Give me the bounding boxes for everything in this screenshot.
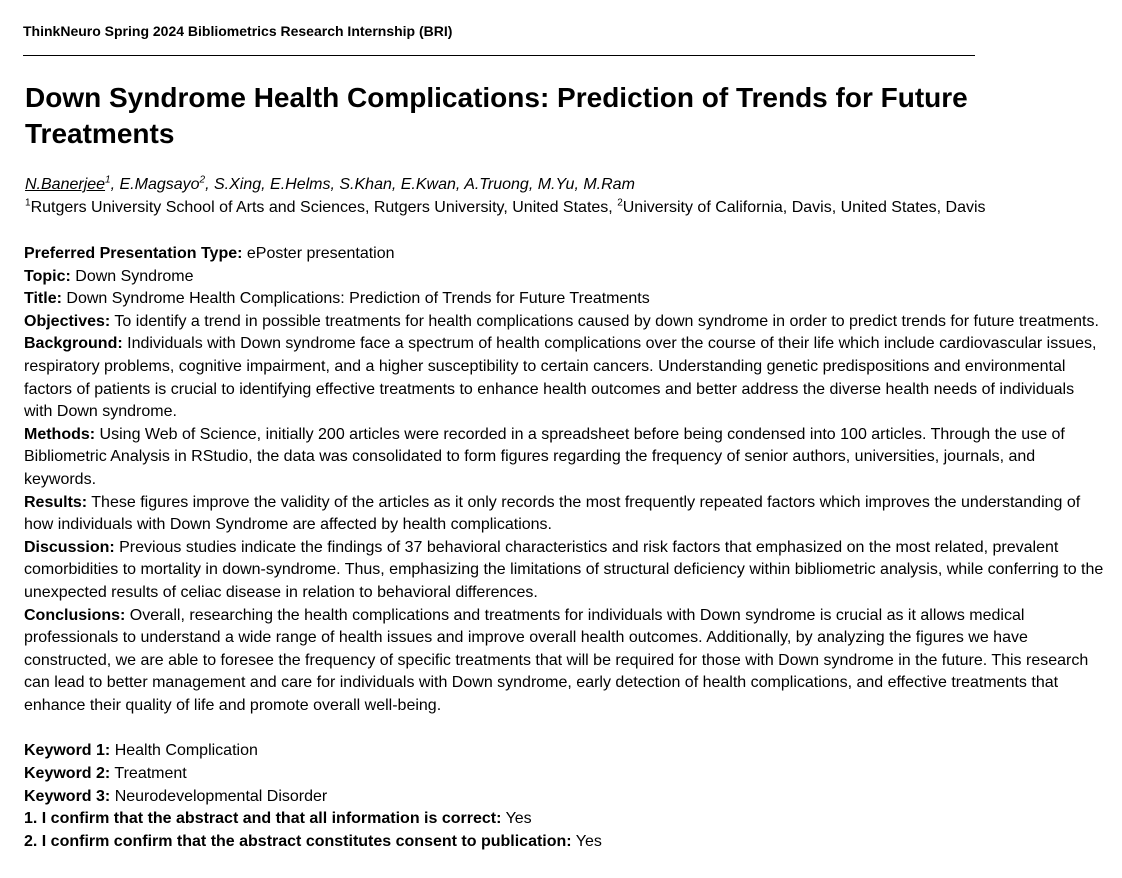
keyword-1	[24, 740, 1104, 763]
header-divider	[23, 55, 975, 56]
field-label: 2. I confirm confirm that the abstract constitutes consent to publication:	[24, 832, 572, 850]
field-value: Down Syndrome	[70, 267, 194, 285]
field-conclusions	[24, 605, 1104, 718]
field-label: Topic:	[24, 267, 71, 285]
field-methods	[24, 424, 1104, 492]
first-author: N.Banerjee	[25, 176, 106, 193]
field-label: Discussion:	[24, 538, 115, 556]
field-presentation-type	[24, 243, 1104, 266]
field-label: Keyword 1:	[24, 742, 111, 760]
field-value: Yes	[501, 810, 532, 828]
remaining-authors: , S.Xing, E.Helms, S.Khan, E.Kwan, A.Truong, M.Yu, M.Ram	[205, 176, 635, 193]
field-label: Objectives:	[24, 312, 111, 330]
field-title	[24, 288, 1104, 311]
field-label: Keyword 3:	[24, 787, 111, 805]
abstract-body	[24, 243, 1104, 853]
affiliation-1: Rutgers University School of Arts and Sciences, Rutgers University, United States,	[30, 199, 618, 216]
affiliations	[25, 199, 986, 217]
section-spacer	[24, 717, 1104, 740]
field-background	[24, 333, 1104, 423]
confirmation-correct	[24, 808, 1104, 831]
field-value: Using Web of Science, initially 200 articles were recorded in a spreadsheet before being condensed into 100 articles. Through the use of Bibliometric Analysis in RStudio, the data was consolidated to form figures regarding the frequency of senior authors, universities, journals, and keywords.	[24, 425, 1065, 488]
keyword-3	[24, 786, 1104, 809]
author-affiliation-marker: 2	[199, 174, 206, 186]
field-value: Individuals with Down syndrome face a spectrum of health complications over the course of their life which include cardiovascular issues, respiratory problems, cognitive impairment, and a higher susceptibility to certain cancers. Understanding genetic predispositions and environmental factors of patients is crucial to identifying effective treatments to enhance health outcomes and better address the diverse health needs of individuals with Down syndrome.	[24, 335, 1097, 421]
field-label: Conclusions:	[24, 606, 126, 624]
affiliation-marker: 1	[25, 197, 31, 209]
field-value: To identify a trend in possible treatments for health complications caused by down syndrome in order to predict trends for future treatments.	[110, 312, 1099, 330]
field-label: Keyword 2:	[24, 765, 111, 783]
field-label: Preferred Presentation Type:	[24, 245, 243, 262]
affiliation-2: University of California, Davis, United States, Davis	[622, 199, 986, 216]
field-value: Overall, researching the health complications and treatments for individuals with Down syndrome is crucial as it allows medical professionals to understand a wide range of health issues and improve overall health outcomes. Additionally, by analyzing the figures we have constructed, we are able to foresee the frequency of specific treatments that will be required for those with Down syndrome in the future. This research can lead to better management and care for individuals with Down syndrome, early detection of health complications, and effective treatments that enhance their quality of life and promote overall well-being.	[24, 606, 1089, 714]
field-value: Treatment	[110, 765, 187, 783]
field-label: Results:	[24, 493, 88, 511]
author-affiliation-marker: 1	[105, 174, 111, 186]
field-label: Background:	[24, 335, 123, 353]
field-value: Health Complication	[110, 742, 258, 760]
document-header: ThinkNeuro Spring 2024 Bibliometrics Research Internship (BRI)	[23, 23, 453, 39]
field-results	[24, 492, 1104, 537]
field-label: Title:	[24, 290, 62, 308]
field-topic	[24, 266, 1104, 289]
affiliation-marker: 2	[617, 197, 623, 209]
page-title: Down Syndrome Health Complications: Prediction of Trends for Future Treatments	[25, 82, 968, 149]
field-value: Neurodevelopmental Disorder	[110, 787, 328, 805]
field-value: ePoster presentation	[242, 245, 395, 262]
second-author: , E.Magsayo	[110, 176, 200, 193]
field-label: Methods:	[24, 425, 96, 443]
field-value: Previous studies indicate the findings of 37 behavioral characteristics and risk factors that emphasized on the most related, prevalent comorbidities to mortality in down-syndrome. Thus, emphasizing the limitations of structural deficiency within bibliometric analysis, while conferring to the unexpected results of celiac disease in relation to behavioral differences.	[24, 538, 1104, 601]
field-value: Down Syndrome Health Complications: Prediction of Trends for Future Treatments	[61, 290, 650, 308]
field-label: 1. I confirm that the abstract and that all information is correct:	[24, 810, 502, 828]
author-list	[25, 176, 635, 194]
field-value: These figures improve the validity of the articles as it only records the most frequently repeated factors which improves the understanding of how individuals with Down Syndrome are affected by health complications.	[24, 493, 1081, 534]
field-value: Yes	[571, 832, 602, 850]
keyword-2	[24, 763, 1104, 786]
field-objectives	[24, 311, 1104, 334]
confirmation-consent	[24, 831, 1104, 854]
field-discussion	[24, 537, 1104, 605]
